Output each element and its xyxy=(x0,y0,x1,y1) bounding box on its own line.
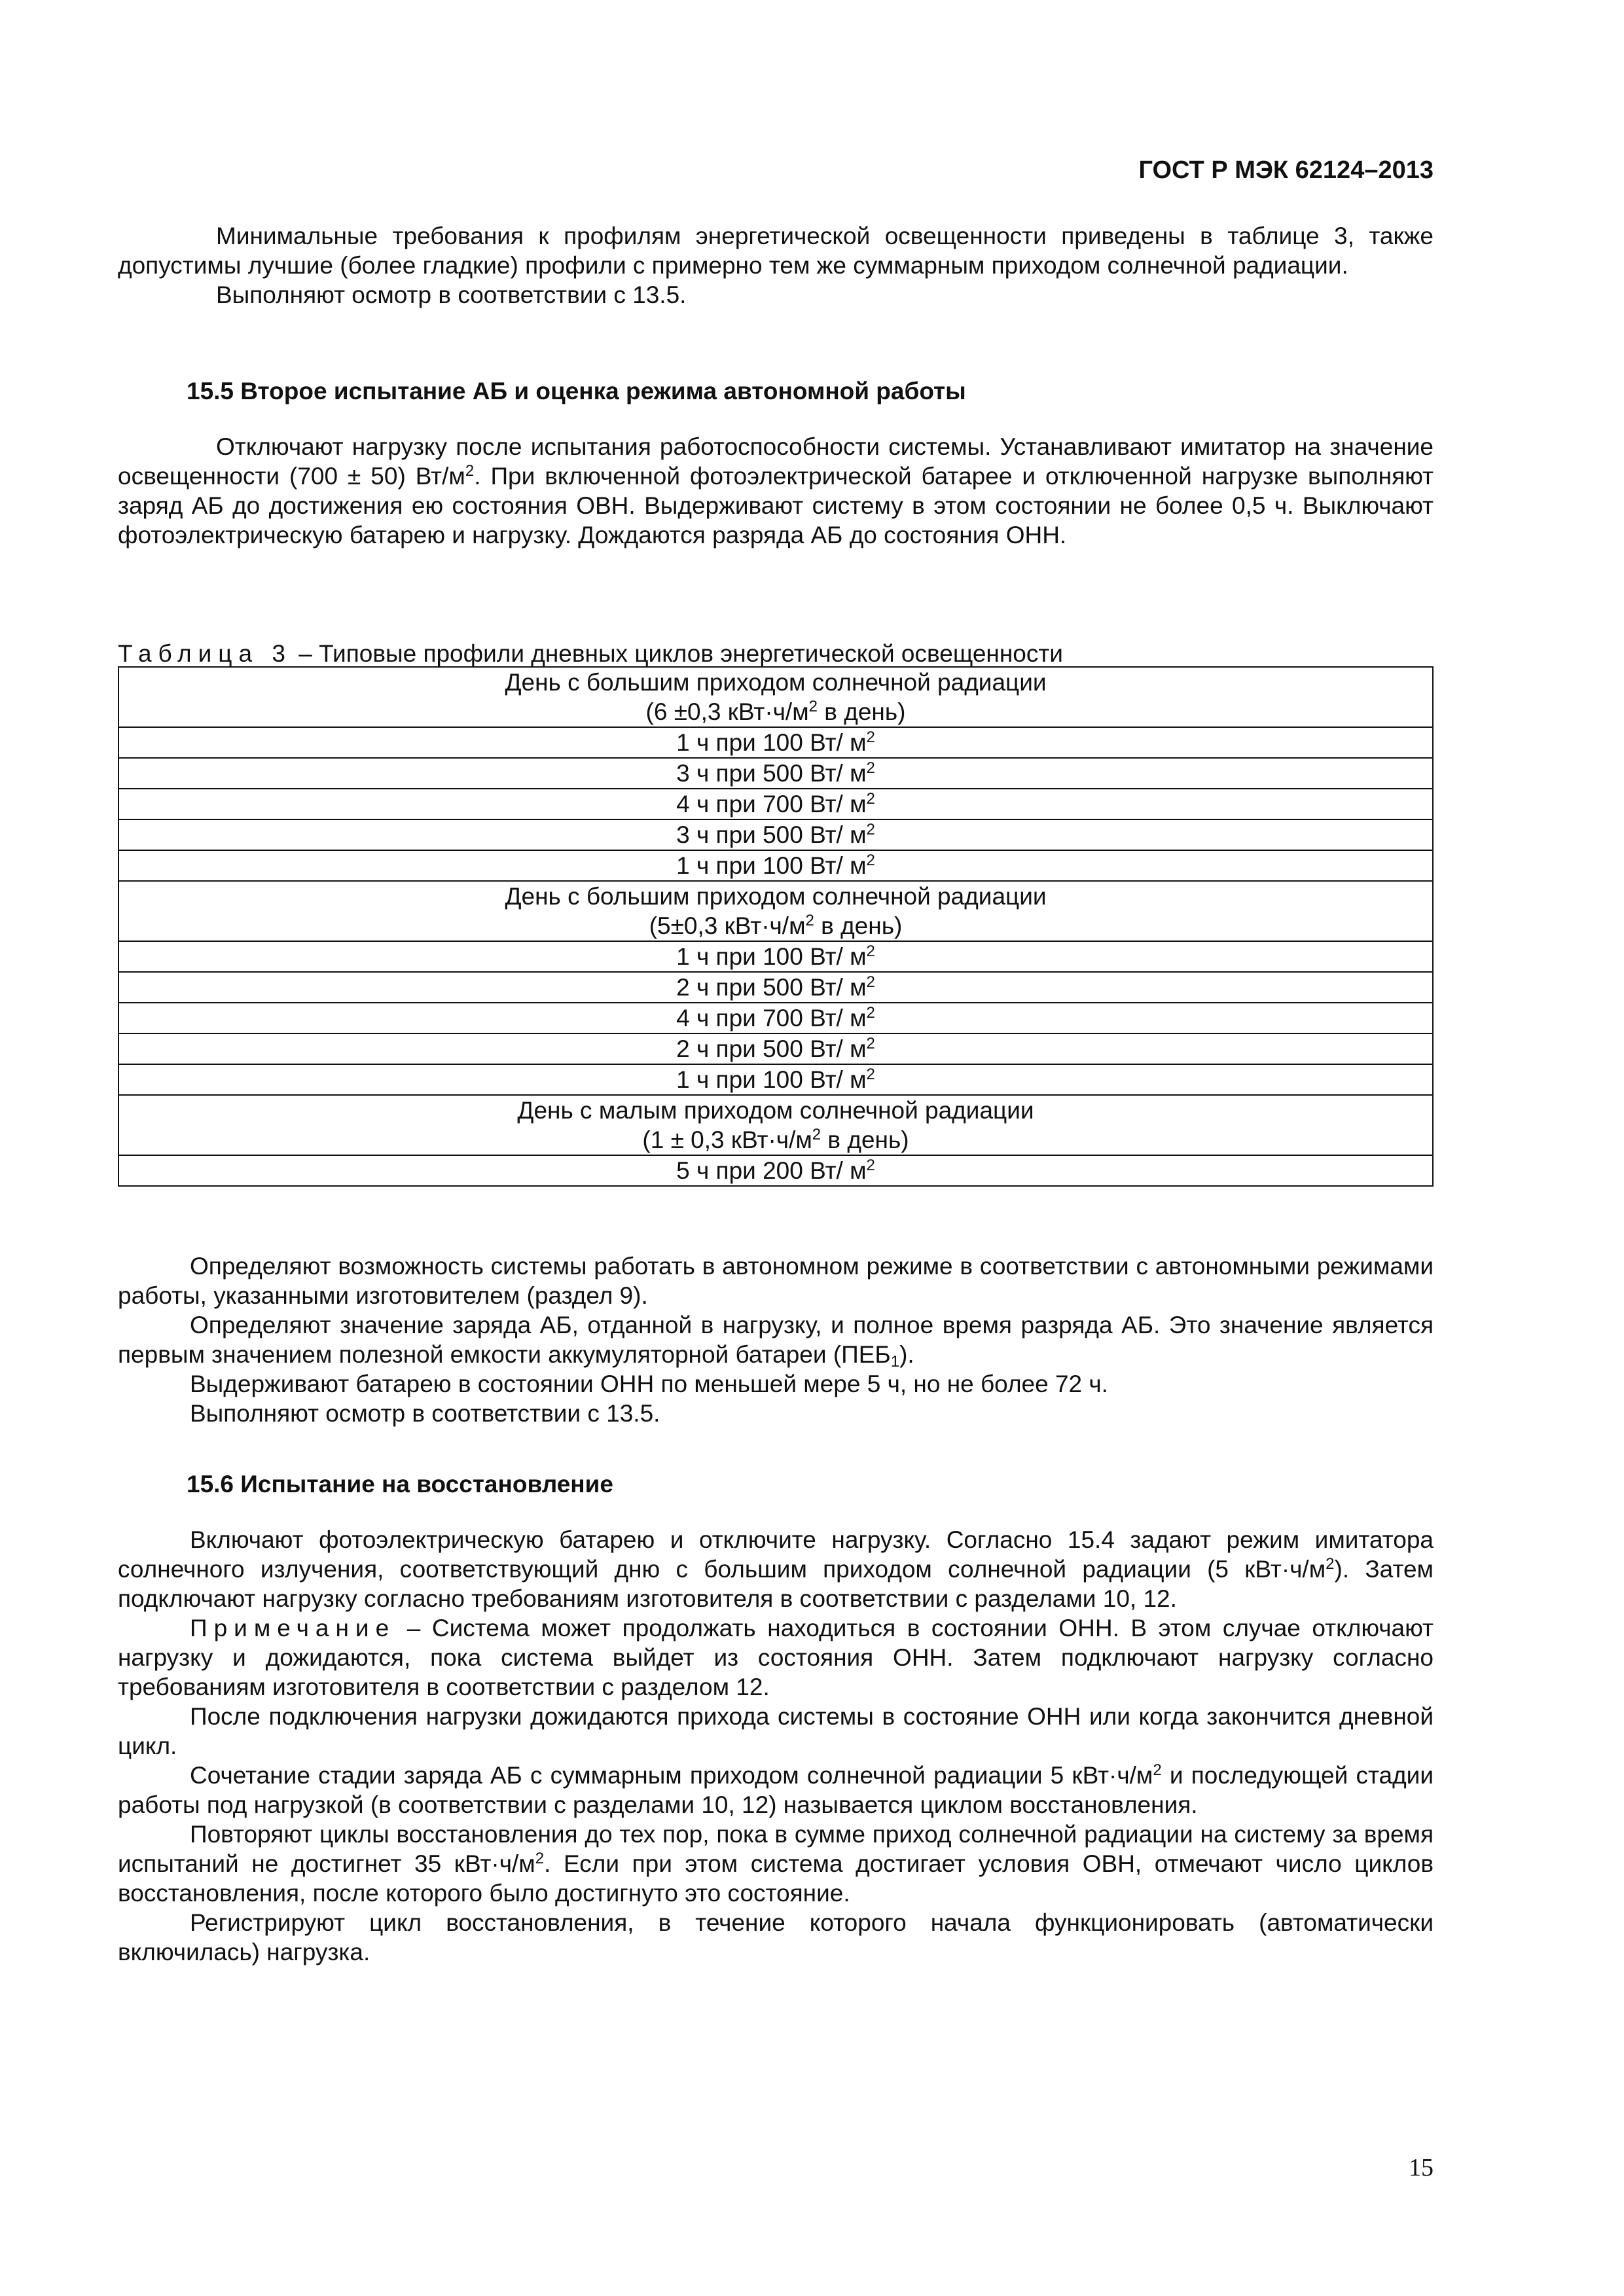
table-3-block xyxy=(118,641,1434,1187)
autonomy-paragraph: Определяют возможность системы работать в автономном режиме в соответствии с автономными режимами работы, указанными изготовителем (раздел 9). xyxy=(118,1253,1434,1309)
table-group-header-row xyxy=(118,667,1433,727)
group-daily-total: (5±0,3 $кВт\cdot ч/м^2$ в день) xyxy=(649,912,903,939)
table-row xyxy=(118,1003,1433,1033)
table-row xyxy=(118,941,1433,972)
table-group-header-row xyxy=(118,1095,1433,1155)
section-15-6-title: 15.6 Испытание на восстановление xyxy=(187,1471,613,1498)
table-cell: 2 ч при 500 Вт/ $м^2$ xyxy=(118,972,1433,1003)
table-group-header xyxy=(118,881,1433,941)
table-row xyxy=(118,850,1433,881)
table-group-header-row xyxy=(118,881,1433,941)
table-row xyxy=(118,1155,1433,1186)
table-cell: 3 ч при 500 Вт/ $м^2$ xyxy=(118,819,1433,850)
group-title: День с большим приходом солнечной радиации xyxy=(505,883,1047,910)
load-paragraph: После подключения нагрузки дожидаются прихода системы в состояние ОНН или когда закончится дневной цикл. xyxy=(118,1703,1434,1759)
table-row xyxy=(118,727,1433,758)
group-title: День с малым приходом солнечной радиации xyxy=(517,1097,1034,1124)
note-paragraph: Примечание – Система может продолжать находиться в состоянии ОНН. В этом случае отключают нагрузку и дожидаются, пока система выйдет из состояния ОНН. Затем подключают нагрузку согласно требованиям изготовителя в соответствии с разделом 12. xyxy=(118,1615,1434,1700)
table-row xyxy=(118,758,1433,789)
table-cell: 1 ч при 100 Вт/ $м^2$ xyxy=(118,850,1433,881)
section-15-6 xyxy=(118,1469,1434,1967)
section-15-5-title: 15.5 Второе испытание АБ и оценка режима автономной работы xyxy=(187,378,966,404)
recovery-paragraph: Включают фотоэлектрическую батарею и отключите нагрузку. Согласно 15.4 задают режим имитатора солнечного излучения, соответствующий дню с большим приходом солнечной радиации (5 $кВт\cdot ч/м^2$). Затем подключают нагрузку согласно требованиям изготовителя в соответствии с разделами 10, 12. xyxy=(118,1526,1434,1612)
section-15-5 xyxy=(118,376,1434,550)
table-group-header xyxy=(118,1095,1433,1155)
table-cell: 5 ч при 200 Вт/ $м^2$ xyxy=(118,1155,1433,1186)
capacity-paragraph: Определяют значение заряда АБ, отданной в нагрузку, и полное время разряда АБ. Это значение является первым значением полезной емкости аккумуляторной батареи $(ПЕБ_1)$. xyxy=(118,1312,1434,1371)
section-15-5-paragraph: Отключают нагрузку после испытания работоспособности системы. Устанавливают имитатор на значение освещенности (700 ± 50) $Вт/м^2$. При включенной фотоэлектрической батарее и отключенной нагрузке выполняют заряд АБ до достижения ею состояния ОВН. Выдерживают систему в этом состоянии не более 0,5 ч. Выключают фотоэлектрическую батарею и нагрузку. Дождаются разряда АБ до состояния ОНН. xyxy=(118,433,1434,548)
inspection-paragraph: Выполняют осмотр в соответствии с 13.5. xyxy=(190,1400,660,1427)
intro-paragraph: Минимальные требования к профилям энергетической освещенности приведены в таблице 3, также допустимы лучшие (более гладкие) профили с примерно тем же суммарным приходом солнечной радиации. xyxy=(118,223,1434,279)
table-cell: 4 ч при 700 Вт/ $м^2$ xyxy=(118,1003,1433,1033)
table-row xyxy=(118,819,1433,850)
after-table-block xyxy=(118,1251,1434,1428)
table-caption: Таблица 3 – Типовые профили дневных циклов энергетической освещенности xyxy=(118,640,1063,667)
table-cell: 2 ч при 500 Вт/ $м^2$ xyxy=(118,1033,1433,1064)
table-cell: 3 ч при 500 Вт/ $м^2$ xyxy=(118,758,1433,789)
group-title: День с большим приходом солнечной радиации xyxy=(505,669,1047,696)
table-cell: 1 ч при 100 Вт/ $м^2$ xyxy=(118,941,1433,972)
intro-inspection-paragraph: Выполняют осмотр в соответствии с 13.5. xyxy=(216,281,687,308)
cycle-definition-paragraph: Сочетание стадии заряда АБ с суммарным приходом солнечной радиации 5 $кВт\cdot ч/м^2$ и последующей стадии работы под нагрузкой (в соответствии с разделами 10, 12) называется циклом восстановления. xyxy=(118,1761,1434,1818)
register-cycle-paragraph: Регистрируют цикл восстановления, в течение которого начала функционировать (автоматически включилась) нагрузка. xyxy=(118,1909,1434,1965)
table-row xyxy=(118,972,1433,1003)
table-cell: 1 ч при 100 Вт/ $м^2$ xyxy=(118,1064,1433,1095)
group-daily-total: (6 ±0,3 $кВт\cdot ч/м^2$ в день) xyxy=(645,698,906,725)
intro-block xyxy=(118,221,1434,310)
table-row xyxy=(118,789,1433,819)
page-number: 15 xyxy=(1409,2154,1434,2181)
group-daily-total: (1 ± 0,3 $кВт\cdot ч/м^2$ в день) xyxy=(642,1126,909,1153)
table-group-header xyxy=(118,667,1433,727)
repeat-cycles-paragraph: Повторяют циклы восстановления до тех пор, пока в сумме приход солнечной радиации на систему за время испытаний не достигнет 35 $кВт\cdot ч/м^2$. Если при этом система достигает условия ОВН, отмечают число циклов восстановления, после которого было достигнуто это состояние. xyxy=(118,1821,1434,1907)
document-code: ГОСТ Р МЭК 62124–2013 xyxy=(1138,156,1434,184)
table-row xyxy=(118,1064,1433,1095)
irradiance-profiles-table xyxy=(118,666,1434,1187)
table-cell: 4 ч при 700 Вт/ $м^2$ xyxy=(118,789,1433,819)
table-row xyxy=(118,1033,1433,1064)
table-cell: 1 ч при 100 Вт/ $м^2$ xyxy=(118,727,1433,758)
hold-paragraph: Выдерживают батарею в состоянии ОНН по меньшей мере 5 ч, но не более 72 ч. xyxy=(190,1371,1108,1397)
